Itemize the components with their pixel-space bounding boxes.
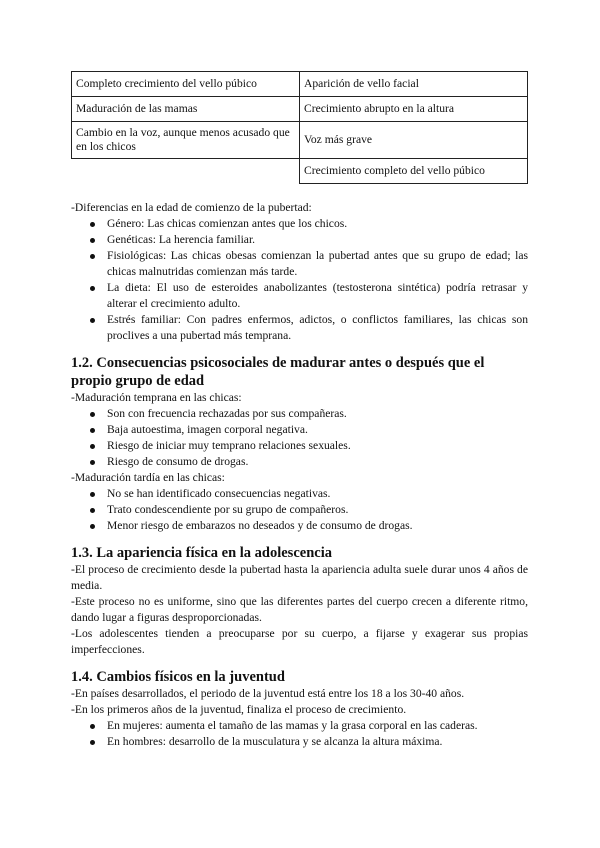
list-item: Riesgo de consumo de drogas. bbox=[107, 454, 528, 470]
table-row bbox=[72, 159, 528, 184]
list-item: Baja autoestima, imagen corporal negativa. bbox=[107, 422, 528, 438]
list-item: Trato condescendiente por su grupo de compañeros. bbox=[107, 502, 528, 518]
early-maturation-list bbox=[71, 406, 528, 470]
list-item: Género: Las chicas comienzan antes que los chicos. bbox=[107, 216, 528, 232]
table-cell-right: Aparición de vello facial bbox=[300, 72, 528, 97]
table-row bbox=[72, 97, 528, 122]
youth-changes-list bbox=[71, 718, 528, 750]
list-item: Genéticas: La herencia familiar. bbox=[107, 232, 528, 248]
list-item: Son con frecuencia rechazadas por sus compañeras. bbox=[107, 406, 528, 422]
paragraph: -En países desarrollados, el periodo de la juventud está entre los 18 a los 30-40 años. bbox=[71, 687, 465, 700]
paragraph: -Los adolescentes tienden a preocuparse por su cuerpo, a fijarse y exagerar sus propias imperfecciones. bbox=[71, 627, 528, 656]
section-heading-1-3: 1.3. La apariencia física en la adolescencia bbox=[71, 545, 332, 561]
differences-list bbox=[71, 216, 528, 344]
paragraph: -En los primeros años de la juventud, finaliza el proceso de crecimiento. bbox=[71, 703, 407, 716]
list-item: Menor riesgo de embarazos no deseados y de consumo de drogas. bbox=[107, 518, 528, 534]
table-row bbox=[72, 122, 528, 159]
list-item: Fisiológicas: Las chicas obesas comienzan la pubertad antes que su grupo de edad; las chicas malnutridas comienzan más tarde. bbox=[107, 249, 528, 278]
section-heading-1-2: 1.2. Consecuencias psicosociales de madurar antes o después que el propio grupo de edad bbox=[71, 355, 485, 389]
late-maturation-intro: -Maduración tardía en las chicas: bbox=[71, 471, 225, 484]
development-comparison-table bbox=[71, 71, 528, 184]
section-heading-1-4: 1.4. Cambios físicos en la juventud bbox=[71, 669, 285, 685]
late-maturation-list bbox=[71, 486, 528, 534]
list-item: Riesgo de iniciar muy temprano relaciones sexuales. bbox=[107, 438, 528, 454]
list-item: En hombres: desarrollo de la musculatura y se alcanza la altura máxima. bbox=[107, 734, 528, 750]
list-item: Estrés familiar: Con padres enfermos, adictos, o conflictos familiares, las chicas son proclives a una pubertad más temprana. bbox=[107, 313, 528, 342]
table-cell-left: Maduración de las mamas bbox=[72, 97, 300, 122]
document-body bbox=[71, 200, 528, 750]
table-cell-right: Crecimiento completo del vello púbico bbox=[300, 159, 528, 184]
table-cell-right: Crecimiento abrupto en la altura bbox=[300, 97, 528, 122]
differences-intro: -Diferencias en la edad de comienzo de la pubertad: bbox=[71, 201, 312, 214]
paragraph: -Este proceso no es uniforme, sino que las diferentes partes del cuerpo crecen a diferente ritmo, dando lugar a figuras desproporcionadas. bbox=[71, 595, 528, 624]
table-cell-left: Completo crecimiento del vello púbico bbox=[72, 72, 300, 97]
table-cell-left: Cambio en la voz, aunque menos acusado que en los chicos bbox=[72, 122, 300, 159]
table-cell-empty bbox=[72, 159, 300, 184]
table-cell-right: Voz más grave bbox=[300, 122, 528, 159]
list-item: No se han identificado consecuencias negativas. bbox=[107, 486, 528, 502]
list-item: La dieta: El uso de esteroides anabolizantes (testosterona sintética) podría retrasar y alterar el crecimiento adulto. bbox=[107, 281, 528, 310]
early-maturation-intro: -Maduración temprana en las chicas: bbox=[71, 391, 242, 404]
list-item: En mujeres: aumenta el tamaño de las mamas y la grasa corporal en las caderas. bbox=[107, 718, 528, 734]
table-row bbox=[72, 72, 528, 97]
paragraph: -El proceso de crecimiento desde la pubertad hasta la apariencia adulta suele durar unos 4 años de media. bbox=[71, 563, 528, 592]
